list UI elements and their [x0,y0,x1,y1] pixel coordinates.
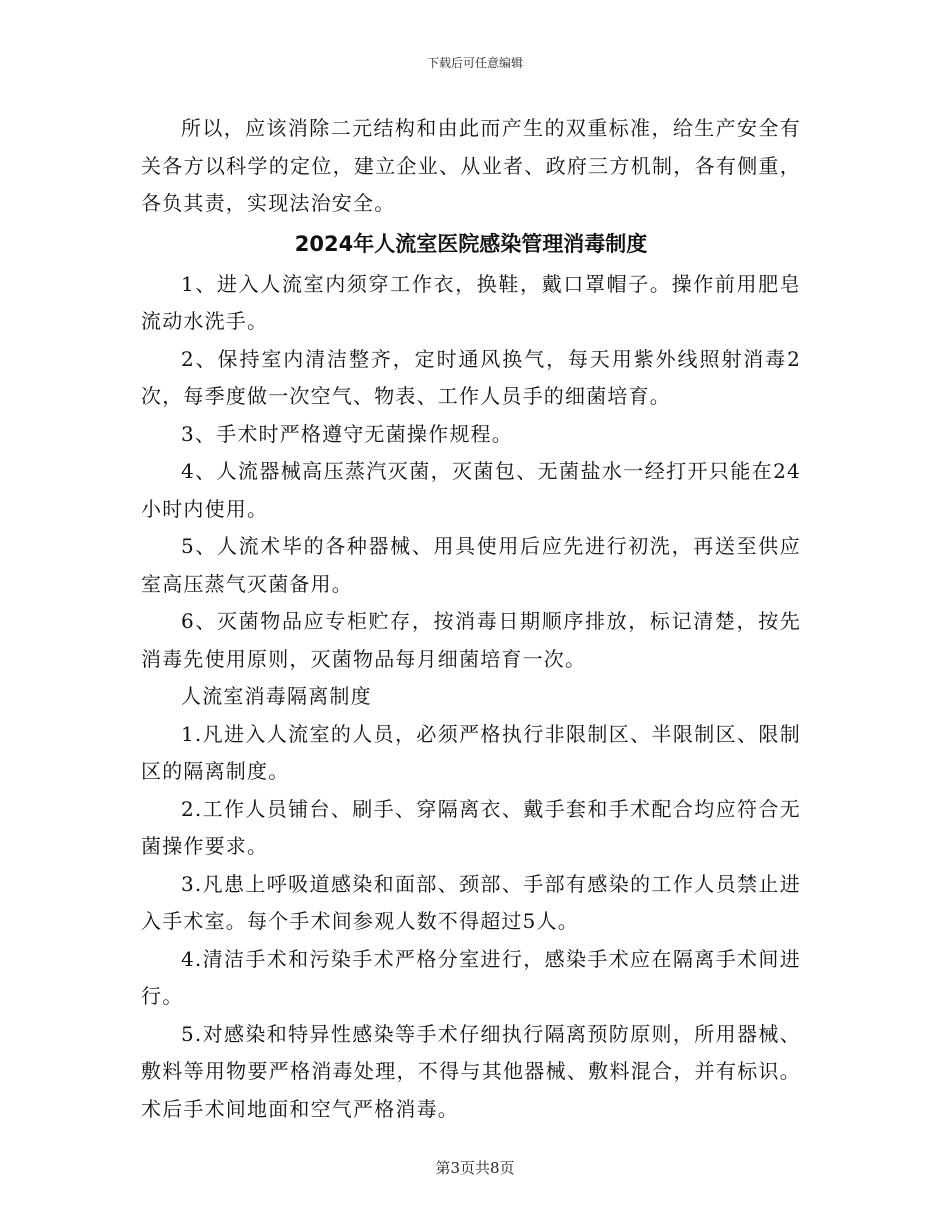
intro-paragraph: 所以，应该消除二元结构和由此而产生的双重标准，给生产安全有关各方以科学的定位，建立企业、从业者、政府三方机制，各有侧重，各负其责，实现法治安全。 [141,116,801,215]
section2-list-item: 5.对感染和特异性感染等手术仔细执行隔离预防原则，所用器械、敷料等用物要严格消毒处理，不得与其他器械、敷料混合，并有标识。术后手术间地面和空气严格消毒。 [141,1021,801,1121]
list-item: 4、人流器械高压蒸汽灭菌，灭菌包、无菌盐水一经打开只能在24小时内使用。 [141,459,801,521]
list-item: 5、人流术毕的各种器械、用具使用后应先进行初洗，再送至供应室高压蒸气灭菌备用。 [141,534,801,596]
section2-list-item: 2.工作人员铺台、刷手、穿隔离衣、戴手套和手术配合均应符合无菌操作要求。 [141,796,801,858]
document-body [141,110,801,1128]
page-number: 第3页共8页 [435,1159,515,1177]
page-header-note: 下载后可任意编辑 [426,56,523,70]
list-item: 3、手术时严格遵守无菌操作规程。 [181,421,513,446]
section2-list-item: 3.凡患上呼吸道感染和面部、颈部、手部有感染的工作人员禁止进入手术室。每个手术间参观人数不得超过5人。 [141,871,801,933]
section2-list-item: 4.清洁手术和污染手术严格分室进行，感染手术应在隔离手术间进行。 [141,946,801,1008]
list-item: 6、灭菌物品应专柜贮存，按消毒日期顺序排放，标记清楚，按先消毒先使用原则，灭菌物品每月细菌培育一次。 [141,609,801,671]
section-title: 人流室消毒隔离制度 [181,684,372,708]
list-item: 2、保持室内清洁整齐，定时通风换气，每天用紫外线照射消毒2次，每季度做一次空气、物表、工作人员手的细菌培育。 [141,346,801,408]
list-item: 1、进入人流室内须穿工作衣，换鞋，戴口罩帽子。操作前用肥皂流动水洗手。 [141,271,801,333]
document-title: 2024年人流室医院感染管理消毒制度 [294,231,648,256]
section2-list-item: 1.凡进入人流室的人员，必须严格执行非限制区、半限制区、限制区的隔离制度。 [141,721,801,783]
